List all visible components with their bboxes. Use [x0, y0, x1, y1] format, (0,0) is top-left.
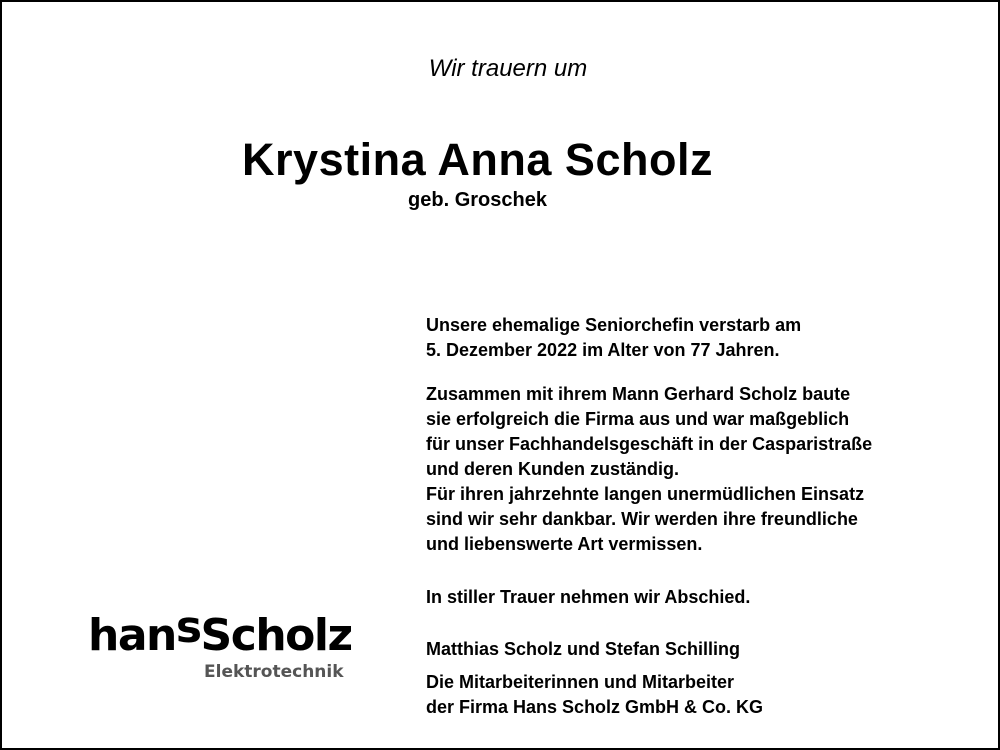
- text-line: und liebenswerte Art vermissen.: [426, 534, 703, 554]
- text-line: Unsere ehemalige Seniorchefin verstarb am: [426, 315, 802, 335]
- tribute-paragraph: [426, 382, 872, 557]
- text-line: für unser Fachhandelsgeschäft in der Casparistraße: [426, 434, 873, 454]
- company-staff: [426, 670, 763, 720]
- farewell-text: [426, 585, 750, 610]
- death-announcement: [426, 313, 801, 363]
- logo-part-scholz: Scholz: [200, 610, 352, 661]
- deceased-name: Krystina Anna Scholz: [242, 134, 713, 185]
- text-line: 5. Dezember 2022 im Alter von 77 Jahren.: [426, 340, 780, 360]
- text-line: Matthias Scholz und Stefan Schilling: [426, 639, 741, 659]
- logo-wordmark: [88, 602, 352, 662]
- text-line: Die Mitarbeiterinnen und Mitarbeiter: [426, 672, 735, 692]
- logo-part-s: s: [175, 602, 201, 653]
- birth-name: geb. Groschek: [408, 189, 547, 211]
- text-line: In stiller Trauer nehmen wir Abschied.: [426, 587, 751, 607]
- company-logo: [88, 602, 352, 690]
- text-line: und deren Kunden zuständig.: [426, 459, 679, 479]
- text-line: sind wir sehr dankbar. Wir werden ihre freundliche: [426, 509, 858, 529]
- logo-part-han: han: [88, 610, 176, 661]
- signatories: [426, 637, 740, 662]
- intro-text: Wir trauern um: [428, 55, 588, 82]
- text-line: der Firma Hans Scholz GmbH & Co. KG: [426, 697, 764, 717]
- text-line: Für ihren jahrzehnte langen unermüdlichen Einsatz: [426, 484, 865, 504]
- text-line: Zusammen mit ihrem Mann Gerhard Scholz baute: [426, 384, 851, 404]
- logo-subtitle: Elektrotechnik: [204, 662, 344, 682]
- text-line: sie erfolgreich die Firma aus und war maßgeblich: [426, 409, 850, 429]
